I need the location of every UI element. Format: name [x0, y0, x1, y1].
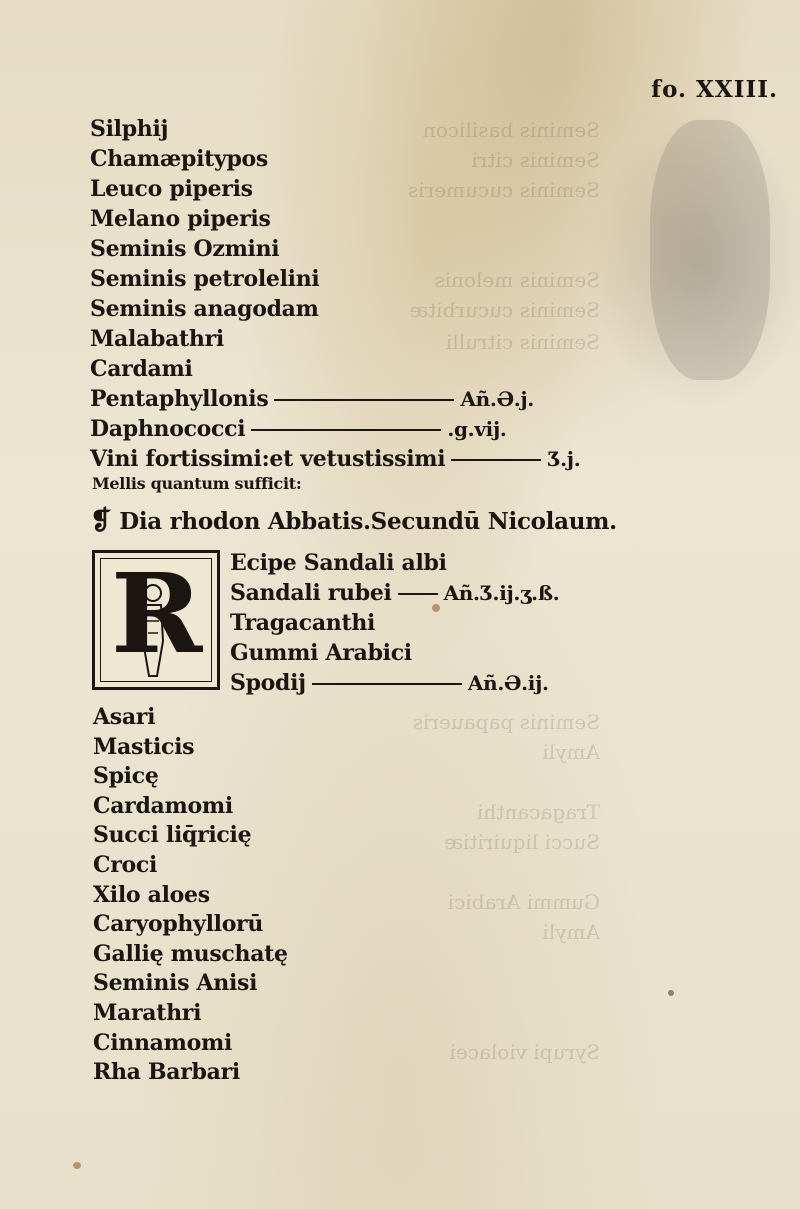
show-through-text: Amyli	[542, 920, 600, 944]
text-line	[93, 733, 195, 760]
text-line	[93, 1029, 233, 1056]
show-through-text: Seminis melonis	[434, 268, 600, 292]
dosage-amount: Añ.Ə.j.	[460, 387, 534, 411]
line-text: Croci	[93, 852, 158, 878]
text-line	[93, 1059, 240, 1086]
figure-icon	[133, 581, 173, 681]
text-line	[90, 118, 168, 140]
line-text: Spodij	[230, 670, 306, 696]
text-line	[93, 940, 288, 967]
line-text: Succi liq̄ricię	[93, 822, 252, 849]
show-through-text: Amyli	[542, 740, 600, 764]
line-text: Leuco piperis	[90, 176, 253, 202]
line-text: Daphnococci	[90, 416, 246, 442]
text-line	[90, 448, 580, 470]
line-text: Rha Barbari	[93, 1059, 240, 1086]
text-line	[93, 881, 210, 908]
line-text: Chamæpitypos	[90, 146, 269, 172]
pilcrow-icon: ❡	[90, 506, 112, 536]
leader-line	[274, 399, 454, 401]
text-line	[90, 178, 253, 200]
line-text: Gallię muschatę	[93, 940, 288, 967]
line-text: Tragacanthi	[230, 610, 376, 636]
line-text: Seminis Anisi	[93, 970, 258, 997]
dosage-amount: Añ.Ə.ij.	[467, 671, 549, 695]
leader-line	[312, 683, 462, 685]
text-line: Mellis quantum sufficit:	[92, 474, 302, 493]
line-text: Seminis petrolelini	[90, 266, 320, 292]
line-text: Cardami	[90, 356, 193, 382]
heading-text: Dia rhodon Abbatis.Secundū Nicolaum.	[119, 508, 617, 535]
leader-line	[251, 429, 441, 431]
line-text: Spicę	[93, 763, 159, 790]
dosage-amount: Añ.Ʒ.ij.ʒ.ß.	[443, 581, 560, 605]
text-line	[90, 298, 319, 320]
line-text: Melano piperis	[90, 206, 271, 232]
text-line	[90, 208, 271, 230]
show-through-text: Seminis citrulli	[445, 330, 600, 354]
line-text: Seminis anagodam	[90, 296, 319, 322]
show-through-text: Succi liquiritiæ	[444, 830, 600, 854]
line-text: Seminis Ozmini	[90, 236, 280, 262]
text-line	[90, 268, 319, 290]
leader-line	[451, 459, 541, 461]
text-line	[93, 763, 159, 790]
ink-speck	[668, 990, 674, 996]
line-text: Cardamomi	[93, 792, 233, 819]
text-line	[90, 418, 507, 440]
text-line	[90, 238, 279, 260]
line-text: Vini fortissimi:et vetustissimi	[90, 446, 446, 472]
show-through-text: Seminis citri	[471, 148, 600, 172]
show-through-text: Tragacanthi	[477, 800, 600, 824]
leader-line	[398, 593, 438, 595]
line-text: Masticis	[93, 733, 195, 760]
show-through-text: Gummi Arabici	[447, 890, 600, 914]
line-text: Gummi Arabici	[230, 640, 412, 666]
line-text: Xilo aloes	[93, 881, 210, 908]
dosage-amount: Ʒ.j.	[547, 447, 581, 471]
text-line	[93, 792, 233, 819]
text-line	[90, 388, 534, 410]
show-through-text: Seminis cucumeris	[408, 178, 600, 202]
line-text: Malabathri	[90, 326, 224, 352]
show-through-text: Seminis basilicon	[422, 118, 600, 142]
text-line	[230, 642, 412, 664]
text-line	[90, 358, 193, 380]
line-text: Asari	[93, 704, 156, 730]
show-through-text: Syrupi violacei	[449, 1040, 600, 1064]
text-line	[230, 552, 447, 574]
ink-speck	[432, 604, 440, 612]
line-text: Caryophyllorū	[93, 911, 264, 938]
show-through-text: Seminis cucurbitæ	[409, 298, 600, 322]
text-line	[230, 672, 549, 694]
water-stain	[650, 120, 770, 380]
text-line	[93, 911, 264, 938]
section-heading	[90, 508, 617, 534]
text-line	[93, 854, 157, 876]
text-line	[93, 1002, 201, 1024]
text-line	[230, 612, 375, 634]
initial-letter: R	[111, 549, 203, 678]
text-line	[93, 706, 155, 728]
line-text: Sandali rubei	[230, 580, 392, 606]
text-line	[90, 148, 268, 170]
dosage-amount: .g.vij.	[447, 417, 507, 441]
line-text: Cinnamomi	[93, 1029, 233, 1056]
line-text: Marathri	[93, 1000, 202, 1026]
ink-speck	[73, 1162, 81, 1169]
text-line	[230, 582, 559, 604]
line-text: Ecipe Sandali albi	[230, 550, 447, 576]
text-line	[93, 822, 252, 849]
show-through-text: Seminis papaueris	[412, 710, 600, 734]
line-text: Pentaphyllonis	[90, 386, 269, 412]
text-line	[90, 328, 224, 350]
line-text: Silphij	[90, 116, 169, 142]
folio-number: fo. XXIII.	[651, 76, 778, 103]
decorated-initial	[92, 550, 220, 690]
text-line	[93, 970, 258, 997]
